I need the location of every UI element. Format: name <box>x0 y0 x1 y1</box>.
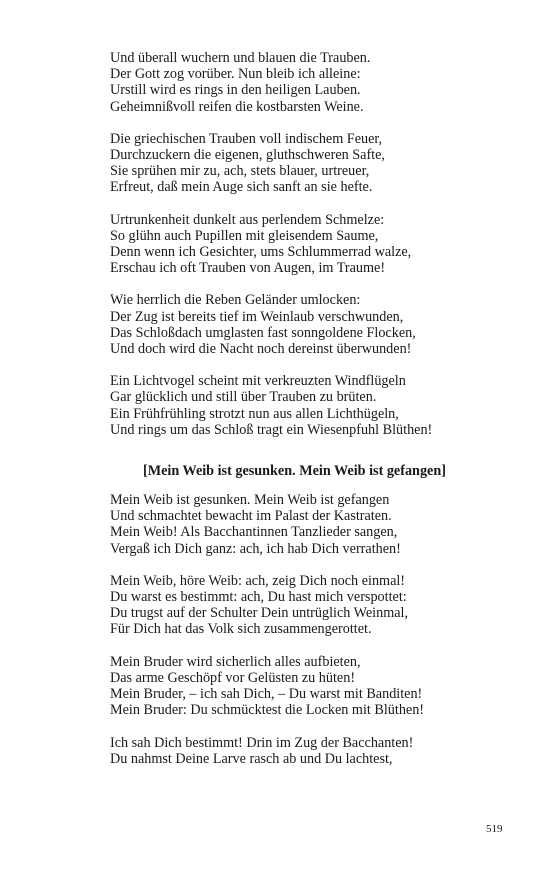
verse-line: Erschau ich oft Trauben von Augen, im Traume! <box>110 260 386 277</box>
verse-line: Ein Lichtvogel scheint mit verkreuzten Windflügeln <box>110 373 406 390</box>
verse-line: Und doch wird die Nacht noch dereinst überwunden! <box>110 341 412 358</box>
stanza <box>110 50 510 115</box>
verse-line: Mein Bruder, – ich sah Dich, – Du warst mit Banditen! <box>110 686 423 703</box>
verse-line: Durchzuckern die eigenen, gluthschweren Safte, <box>110 147 385 164</box>
verse-line: Das Schloßdach umglasten fast sonngoldene Flocken, <box>110 324 416 341</box>
verse-line: Die griechischen Trauben voll indischem Feuer, <box>110 130 383 147</box>
verse-line: Ein Frühfrühling strotzt nun aus allen Lichthügeln, <box>110 405 399 422</box>
verse-line: Mein Weib! Als Bacchantinnen Tanzlieder sangen, <box>110 524 398 541</box>
verse-line: Mein Bruder wird sicherlich alles aufbieten, <box>110 653 361 670</box>
poem-2 <box>110 462 510 767</box>
verse-line: Mein Bruder: Du schmücktest die Locken mit Blüthen! <box>110 702 425 719</box>
page-number: 519 <box>486 823 503 835</box>
poem-1 <box>110 50 510 438</box>
verse-line: Mein Weib, höre Weib: ach, zeig Dich noch einmal! <box>110 572 406 589</box>
stanza <box>110 573 510 638</box>
verse-line: So glühn auch Pupillen mit gleisendem Saume, <box>110 227 379 244</box>
stanza <box>110 654 510 719</box>
stanza <box>110 131 510 196</box>
verse-line: Gar glücklich und still über Trauben zu brüten. <box>110 389 377 406</box>
verse-line: Du nahmst Deine Larve rasch ab und Du lachtest, <box>110 750 393 767</box>
verse-line: Urstill wird es rings in den heiligen Lauben. <box>110 82 361 99</box>
stanza <box>110 492 510 557</box>
stanza <box>110 735 510 767</box>
verse-line: Der Zug ist bereits tief im Weinlaub verschwunden, <box>110 308 404 325</box>
verse-line: Vergaß ich Dich ganz: ach, ich hab Dich verrathen! <box>110 540 401 557</box>
verse-line: Der Gott zog vorüber. Nun bleib ich alleine: <box>110 66 361 83</box>
verse-line: Urtrunkenheit dunkelt aus perlendem Schmelze: <box>110 211 385 228</box>
verse-line: Und schmachtet bewacht im Palast der Kastraten. <box>110 508 392 525</box>
poem-title: [Mein Weib ist gesunken. Mein Weib ist gefangen] <box>143 463 446 480</box>
verse-line: Geheimnißvoll reifen die kostbarsten Weine. <box>110 98 364 115</box>
verse-line: Sie sprühen mir zu, ach, stets blauer, urtreuer, <box>110 163 370 180</box>
verse-line: Du warst es bestimmt: ach, Du hast mich verspottet: <box>110 589 407 606</box>
verse-line: Wie herrlich die Reben Geländer umlocken: <box>110 292 361 309</box>
verse-line: Und rings um das Schloß tragt ein Wiesenpfuhl Blüthen! <box>110 421 433 438</box>
verse-line: Denn wenn ich Gesichter, ums Schlummerrad walze, <box>110 244 412 261</box>
stanza <box>110 373 510 438</box>
verse-line: Ich sah Dich bestimmt! Drin im Zug der Bacchanten! <box>110 734 414 751</box>
verse-line: Das arme Geschöpf vor Gelüsten zu hüten! <box>110 669 356 686</box>
verse-line: Erfreut, daß mein Auge sich sanft an sie hefte. <box>110 179 373 196</box>
stanza <box>110 212 510 277</box>
verse-line: Du trugst auf der Schulter Dein untrüglich Weinmal, <box>110 605 409 622</box>
stanza <box>110 292 510 357</box>
verse-line: Und überall wuchern und blauen die Trauben. <box>110 50 371 66</box>
book-page <box>110 50 510 783</box>
verse-line: Für Dich hat das Volk sich zusammengerottet. <box>110 621 372 638</box>
verse-line: Mein Weib ist gesunken. Mein Weib ist gefangen <box>110 492 390 509</box>
